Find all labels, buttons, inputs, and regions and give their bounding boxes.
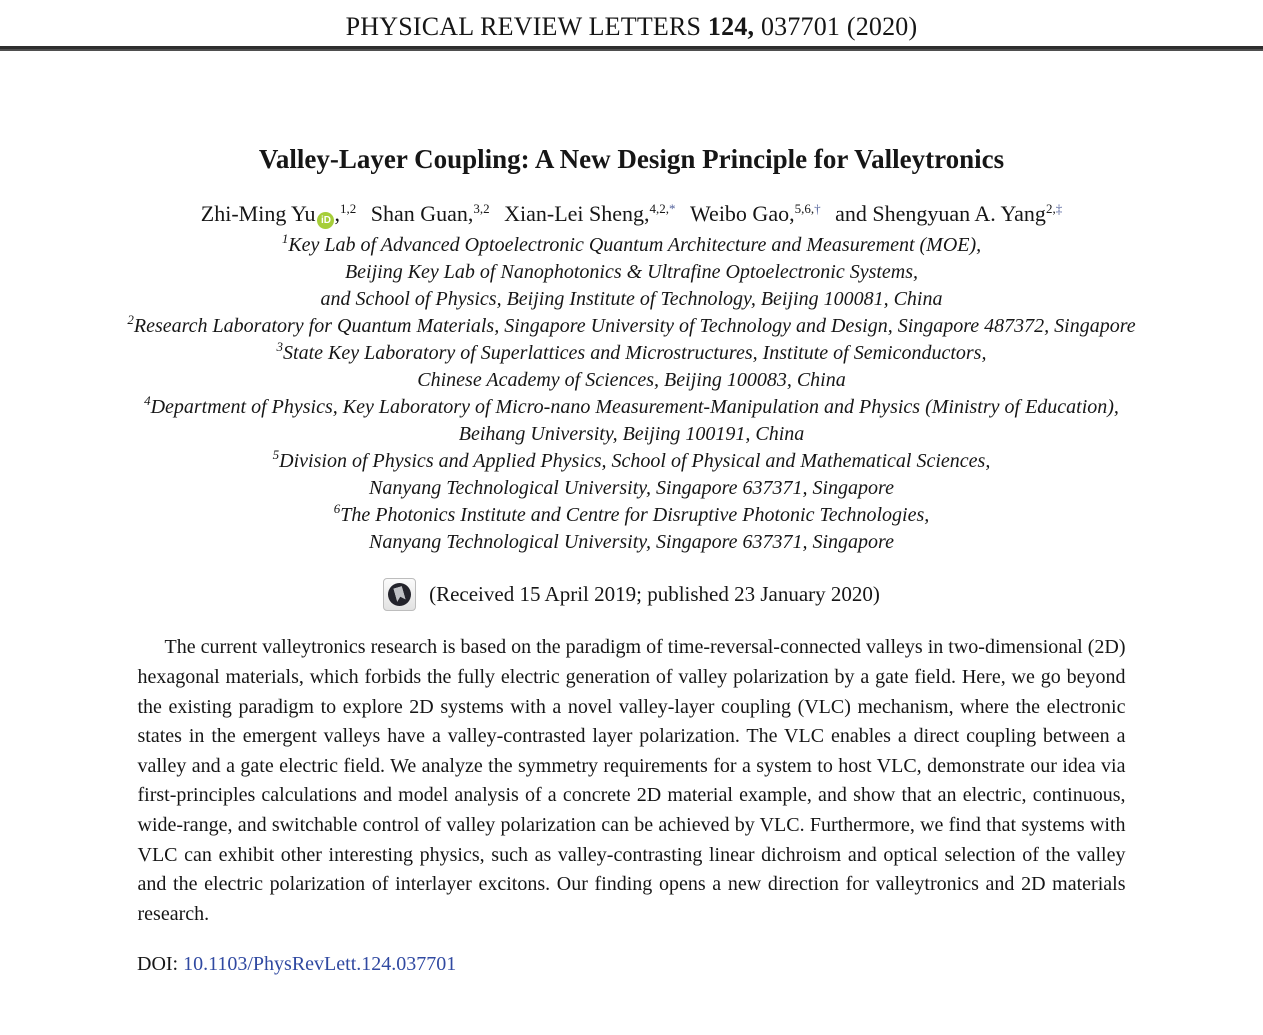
journal-issue: 037701 (2020) bbox=[760, 12, 918, 41]
journal-volume: 124, bbox=[707, 12, 755, 41]
journal-name: PHYSICAL REVIEW LETTERS bbox=[345, 12, 702, 41]
affiliations-block bbox=[0, 232, 1263, 556]
received-line bbox=[0, 578, 1263, 611]
abstract: The current valleytronics research is based on the paradigm of time-reversal-connected valleys in two-dimensional (2D) hexagonal materials, which forbids the fully electric generation of valley polarization by a gate field. Here, we go beyond the existing paradigm to explore 2D systems with a novel valley-layer coupling (VLC) mechanism, where the electronic states in the emergent valleys have a valley-contrasted layer polarization. The VLC enables a direct coupling between a valley and a gate electric field. We analyze the symmetry requirements for a system to host VLC, demonstrate our idea via first-principles calculations and model analysis of a concrete 2D material example, and show that an electric, continuous, wide-range, and switchable control of valley polarization can be achieved by VLC. Furthermore, we find that systems with VLC can exhibit other interesting physics, such as valley-contrasting linear dichroism and optical selection of the valley and the electric polarization of interlayer excitons. Our finding opens a new direction for valleytronics and 2D materials research. bbox=[137, 636, 1126, 925]
affiliation-line: Nanyang Technological University, Singapore 637371, Singapore bbox=[369, 477, 894, 500]
author bbox=[201, 201, 356, 226]
author-comma: , bbox=[789, 200, 795, 226]
author bbox=[371, 201, 490, 226]
author-superscript: 4,2,* bbox=[649, 200, 676, 216]
author-name: and Shengyuan A. Yang bbox=[835, 200, 1046, 226]
doi-line bbox=[137, 953, 1263, 976]
author-line bbox=[0, 199, 1263, 230]
paper-title: Valley-Layer Coupling: A New Design Principle for Valleytronics bbox=[258, 143, 1005, 174]
crossmark-bookmark-glyph bbox=[393, 586, 406, 602]
author-name: Xian-Lei Sheng bbox=[504, 200, 645, 226]
author-comma: , bbox=[467, 200, 474, 226]
author-superscript: 2,‡ bbox=[1045, 200, 1063, 216]
affiliation-line: Beijing Key Lab of Nanophotonics & Ultrafine Optoelectronic Systems, bbox=[344, 261, 919, 284]
author bbox=[504, 201, 675, 226]
affiliation-number: 5 bbox=[272, 447, 280, 463]
affiliation-line: Nanyang Technological University, Singapore 637371, Singapore bbox=[369, 531, 894, 554]
header-divider-rule bbox=[0, 46, 1263, 51]
affiliation-line: $^2$Research Laboratory for Quantum Materials, Singapore University of Technology and Design, Singapore 487372, Singapore bbox=[127, 312, 1136, 338]
footnote-symbol: * bbox=[669, 200, 676, 216]
journal-header bbox=[0, 0, 1263, 44]
affiliation-number: 3 bbox=[276, 339, 284, 355]
affiliation-number: 2 bbox=[127, 312, 134, 328]
author bbox=[690, 201, 821, 226]
author-name: Weibo Gao bbox=[690, 200, 790, 226]
author-name: Shan Guan bbox=[370, 200, 468, 226]
doi-label: DOI: bbox=[137, 953, 179, 976]
crossmark-check-for-updates-icon[interactable] bbox=[383, 578, 416, 611]
affiliation-number: 6 bbox=[333, 501, 341, 517]
footnote-symbol: † bbox=[814, 200, 821, 216]
crossmark-circle bbox=[388, 583, 411, 606]
author-comma: , bbox=[644, 200, 650, 226]
author-superscript: 5,6,† bbox=[794, 200, 821, 216]
affiliation-line: and School of Physics, Beijing Institute of Technology, Beijing 100081, China bbox=[320, 288, 943, 311]
affiliation-line: Beihang University, Beijing 100191, China bbox=[458, 423, 805, 446]
footnote-symbol: ‡ bbox=[1055, 200, 1063, 216]
affiliation-line: $^3$State Key Laboratory of Superlattices and Microstructures, Institute of Semiconductors, bbox=[276, 339, 987, 365]
author-name: Zhi-Ming Yu bbox=[200, 200, 316, 226]
affiliation-number: 4 bbox=[144, 393, 151, 409]
affiliation-number: 1 bbox=[281, 231, 289, 247]
author-superscript: 3,2 bbox=[473, 200, 490, 216]
affiliation-line: $^6$The Photonics Institute and Centre for Disruptive Photonic Technologies, bbox=[333, 501, 930, 527]
received-text: (Received 15 April 2019; published 23 January 2020) bbox=[429, 582, 880, 607]
author-comma: , bbox=[334, 200, 340, 226]
affiliation-line: Chinese Academy of Sciences, Beijing 100083, China bbox=[417, 369, 846, 392]
author-superscript: 1,2 bbox=[339, 200, 357, 216]
affiliation-line: $^4$Department of Physics, Key Laboratory of Micro-nano Measurement-Manipulation and Physics (Ministry of Education), bbox=[144, 393, 1119, 419]
affiliation-line: $^1$Key Lab of Advanced Optoelectronic Quantum Architecture and Measurement (MOE), bbox=[281, 231, 982, 257]
author bbox=[835, 201, 1062, 226]
orcid-icon[interactable]: iD bbox=[317, 212, 334, 229]
affiliation-line: $^5$Division of Physics and Applied Physics, School of Physical and Mathematical Sciences, bbox=[272, 447, 991, 473]
doi-link[interactable]: 10.1103/PhysRevLett.124.037701 bbox=[183, 953, 457, 976]
